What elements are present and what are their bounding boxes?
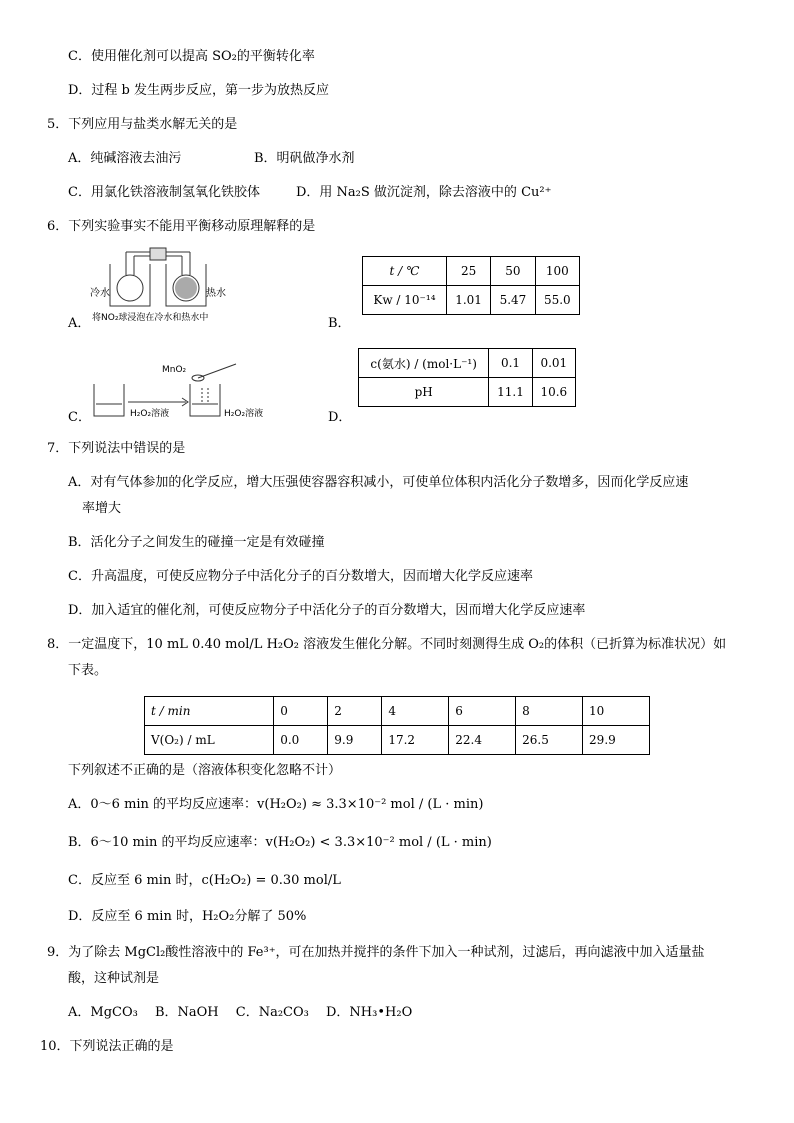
q9-stem-continued: 酸，这种试剂是 xyxy=(68,971,160,986)
q8-table-cell: 8 xyxy=(516,697,583,726)
kw-table-cell: 55.0 xyxy=(535,286,579,315)
q6-option-a-letter: A． xyxy=(68,316,91,331)
q6-flask-figure xyxy=(90,244,250,326)
q8-table-cell: 26.5 xyxy=(516,726,583,755)
q8-option-d: D．反应至 6 min 时，H₂O₂分解了 50% xyxy=(68,909,307,924)
q8-table-cell: 2 xyxy=(328,697,382,726)
hot-flask-fill xyxy=(175,277,197,299)
ammonia-table-cell: 10.6 xyxy=(532,378,575,407)
flask-caption: 将NO₂球浸泡在冷水和热水中 xyxy=(92,313,209,323)
q8-table-cell: 29.9 xyxy=(583,726,650,755)
q4-option-d: D．过程 b 发生两步反应，第一步为放热反应 xyxy=(68,83,330,98)
q8-table-cell: 0 xyxy=(274,697,328,726)
q8-option-c: C．反应至 6 min 时，c(H₂O₂) = 0.30 mol/L xyxy=(68,873,341,888)
q8-table-cell: 17.2 xyxy=(382,726,449,755)
q9-options: A．MgCO₃ B．NaOH C．Na₂CO₃ D．NH₃•H₂O xyxy=(68,1005,413,1020)
q8-table-cell: 4 xyxy=(382,697,449,726)
q6-option-b-letter: B． xyxy=(328,316,351,331)
q5-option-a: A．纯碱溶液去油污 xyxy=(68,151,182,166)
q8-question: 下列叙述不正确的是（溶液体积变化忽略不计） xyxy=(68,763,342,778)
q6-beaker-figure xyxy=(90,358,280,422)
q5-option-b: B．明矾做净水剂 xyxy=(254,151,355,166)
mno2-label: MnO₂ xyxy=(162,365,187,375)
kw-table-cell: 25 xyxy=(446,257,490,286)
ammonia-table-cell: 11.1 xyxy=(489,378,532,407)
q6-option-d-letter: D． xyxy=(328,410,352,425)
q8-table-header: t / min xyxy=(145,697,274,726)
kw-table-header: t / ℃ xyxy=(363,257,447,286)
kw-table-cell: 50 xyxy=(491,257,535,286)
q7-option-c: C．升高温度，可使反应物分子中活化分子的百分数增大，因而增大化学反应速率 xyxy=(68,569,533,584)
q5-option-c: C．用氯化铁溶液制氢氧化铁胶体 xyxy=(68,185,260,200)
kw-table-cell: 5.47 xyxy=(491,286,535,315)
kw-table-row-label: Kw / 10⁻¹⁴ xyxy=(363,286,447,315)
q8-table-cell: 9.9 xyxy=(328,726,382,755)
q8-table-cell: 0.0 xyxy=(274,726,328,755)
q8-option-b: B．6～10 min 的平均反应速率：v(H₂O₂) < 3.3×10⁻² mol / (L · min) xyxy=(68,835,492,850)
h2o2-left-label: H₂O₂溶液 xyxy=(130,409,170,419)
q7-stem: 7．下列说法中错误的是 xyxy=(47,441,186,456)
cold-water-label: 冷水 xyxy=(90,288,110,299)
q7-option-a-continued: 率增大 xyxy=(82,501,122,516)
q4-option-c: C．使用催化剂可以提高 SO₂的平衡转化率 xyxy=(68,49,315,64)
q8-stem: 8．一定温度下，10 mL 0.40 mol/L H₂O₂ 溶液发生催化分解。不同时刻测得生成 O₂的体积（已折算为标准状况）如 xyxy=(47,637,727,652)
q5-stem: 5．下列应用与盐类水解无关的是 xyxy=(47,117,238,132)
q5-option-d: D．用 Na₂S 做沉淀剂，除去溶液中的 Cu²⁺ xyxy=(296,185,552,200)
kw-table-cell: 1.01 xyxy=(446,286,490,315)
ammonia-table-cell: 0.01 xyxy=(532,349,575,378)
q8-table-cell: 22.4 xyxy=(449,726,516,755)
ammonia-table-row-label: pH xyxy=(359,378,489,407)
h2o2-right-label: H₂O₂溶液 xyxy=(224,409,264,419)
q8-table-cell: 6 xyxy=(449,697,516,726)
q7-option-a: A．对有气体参加的化学反应，增大压强使容器容积减小，可使单位体积内活化分子数增多，因而化学反应速 xyxy=(68,475,689,490)
hot-water-label: 热水 xyxy=(206,288,226,299)
q8-table-cell: 10 xyxy=(583,697,650,726)
q8-stem-continued: 下表。 xyxy=(68,663,108,678)
q10-stem: 10．下列说法正确的是 xyxy=(40,1039,174,1054)
q6-stem: 6．下列实验事实不能用平衡移动原理解释的是 xyxy=(47,219,316,234)
q6-option-c-letter: C． xyxy=(68,410,91,425)
q8-table-row-label: V(O₂) / mL xyxy=(145,726,274,755)
q7-option-d: D．加入适宜的催化剂，可使反应物分子中活化分子的百分数增大，因而增大化学反应速率 xyxy=(68,603,586,618)
q7-option-b: B．活化分子之间发生的碰撞一定是有效碰撞 xyxy=(68,535,325,550)
q8-data-table xyxy=(144,696,650,755)
q6-kw-table xyxy=(362,256,580,315)
q6-ammonia-table xyxy=(358,348,576,407)
ammonia-table-cell: 0.1 xyxy=(489,349,532,378)
q9-stem: 9．为了除去 MgCl₂酸性溶液中的 Fe³⁺，可在加热并搅拌的条件下加入一种试剂，过滤后，再向滤液中加入适量盐 xyxy=(47,945,705,960)
q8-option-a: A．0～6 min 的平均反应速率：v(H₂O₂) ≈ 3.3×10⁻² mol / (L · min) xyxy=(68,797,484,812)
kw-table-cell: 100 xyxy=(535,257,579,286)
ammonia-table-header: c(氨水) / (mol·L⁻¹) xyxy=(359,349,489,378)
